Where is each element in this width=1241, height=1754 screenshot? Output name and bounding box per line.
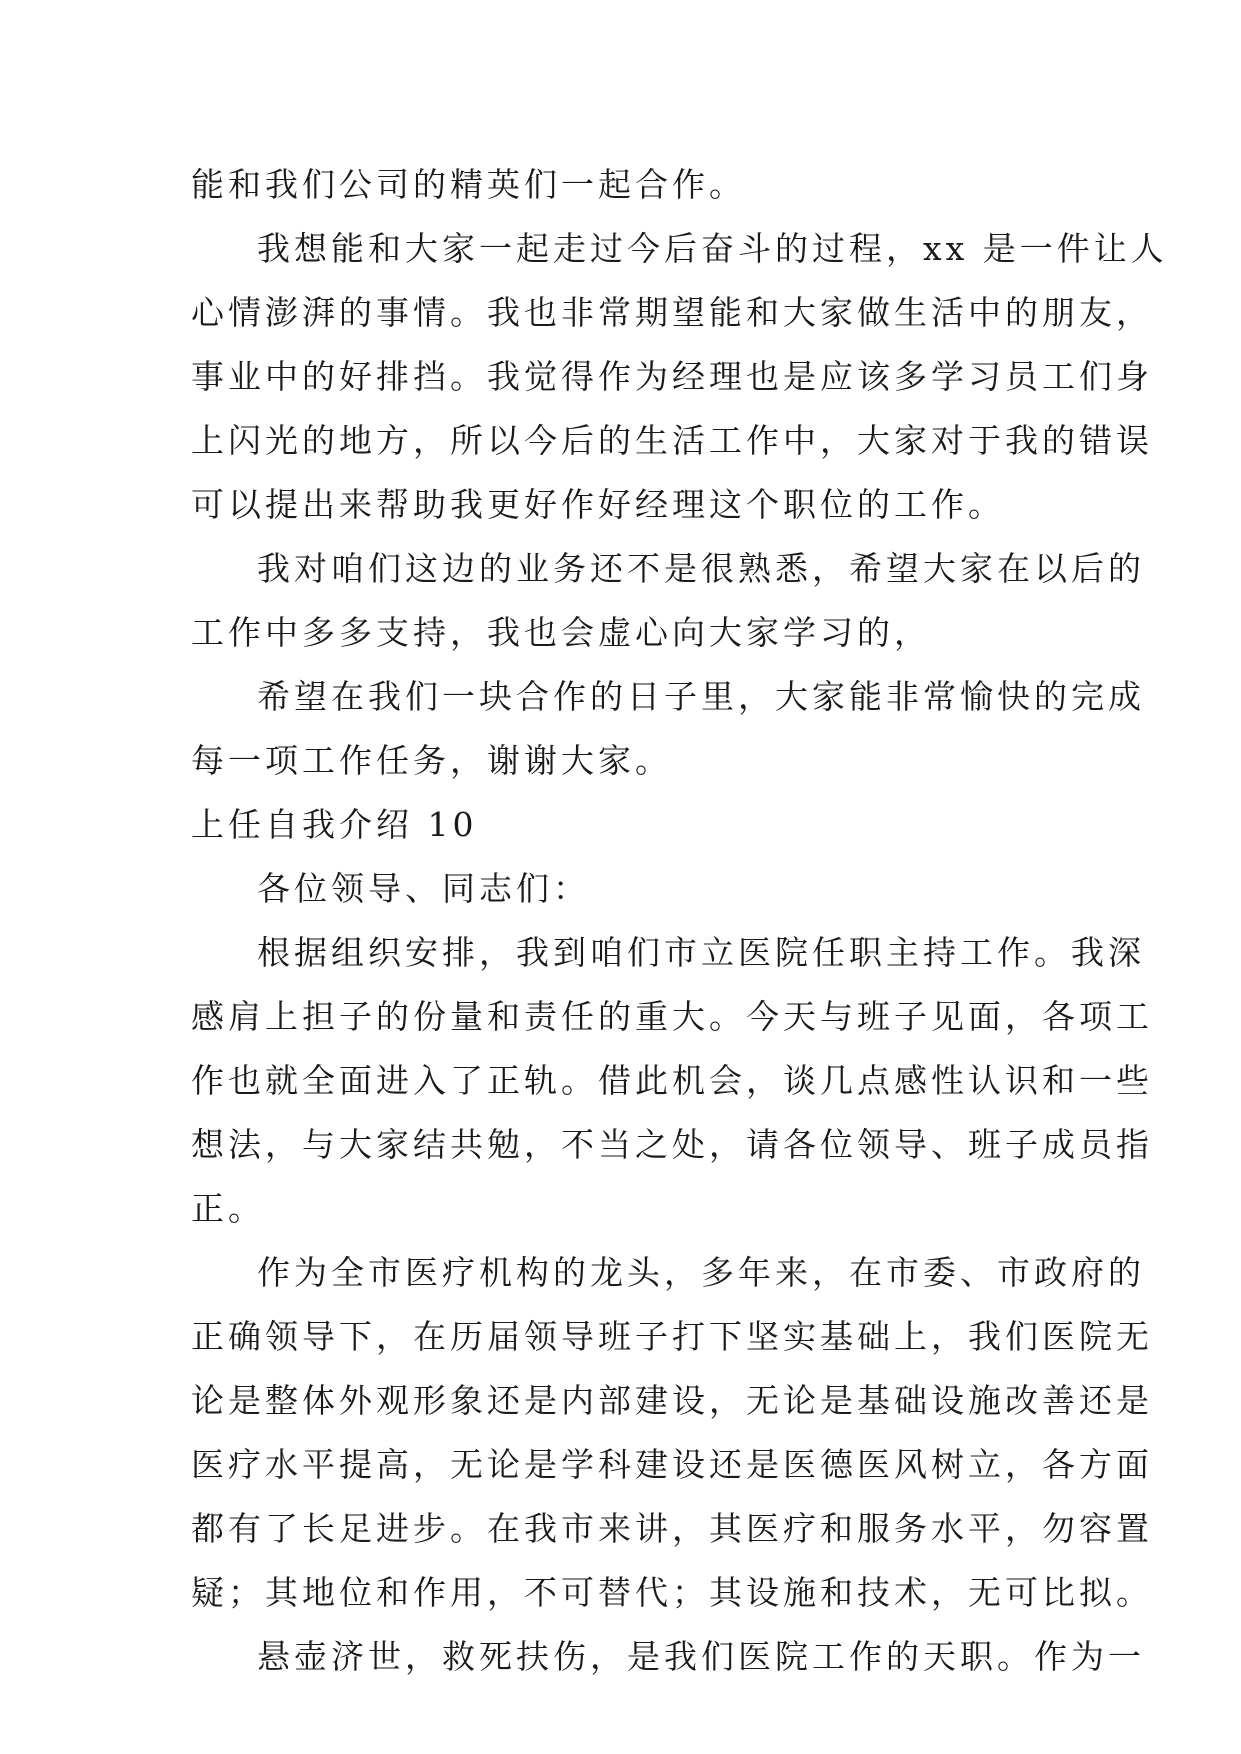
text-line: 疑；其地位和作用，不可替代；其设施和技术，无可比拟。 bbox=[191, 1573, 1153, 1612]
text-line: 根据组织安排，我到咱们市立医院任职主持工作。我深 bbox=[257, 933, 1145, 972]
text-line: 医疗水平提高，无论是学科建设还是医德医风树立，各方面 bbox=[191, 1445, 1153, 1484]
text-line: 作为全市医疗机构的龙头，多年来，在市委、市政府的 bbox=[257, 1253, 1145, 1292]
section-heading: 上任自我介绍 10 bbox=[191, 805, 478, 844]
text-line: 工作中多多支持，我也会虚心向大家学习的， bbox=[191, 613, 931, 652]
text-line: 正确领导下，在历届领导班子打下坚实基础上，我们医院无 bbox=[191, 1317, 1153, 1356]
text-line: 论是整体外观形象还是内部建设，无论是基础设施改善还是 bbox=[191, 1381, 1153, 1420]
text-line: 每一项工作任务，谢谢大家。 bbox=[191, 741, 672, 780]
text-line: 想法，与大家结共勉，不当之处，请各位领导、班子成员指 bbox=[191, 1125, 1153, 1164]
text-line: 我想能和大家一起走过今后奋斗的过程，xx 是一件让人 bbox=[257, 229, 1168, 268]
salutation: 各位领导、同志们： bbox=[257, 869, 590, 908]
text-line: 悬壶济世，救死扶伤，是我们医院工作的天职。作为一 bbox=[257, 1637, 1145, 1676]
text-line: 心情澎湃的事情。我也非常期望能和大家做生活中的朋友， bbox=[191, 293, 1153, 332]
text-line: 希望在我们一块合作的日子里，大家能非常愉快的完成 bbox=[257, 677, 1145, 716]
text-line: 都有了长足进步。在我市来讲，其医疗和服务水平，勿容置 bbox=[191, 1509, 1153, 1548]
document-body bbox=[191, 153, 1168, 1689]
text-line: 正。 bbox=[191, 1189, 265, 1228]
text-line: 可以提出来帮助我更好作好经理这个职位的工作。 bbox=[191, 485, 1005, 524]
text-line: 事业中的好排挡。我觉得作为经理也是应该多学习员工们身 bbox=[191, 357, 1153, 396]
text-line: 我对咱们这边的业务还不是很熟悉，希望大家在以后的 bbox=[257, 549, 1145, 588]
text-line: 能和我们公司的精英们一起合作。 bbox=[191, 165, 746, 204]
text-line: 感肩上担子的份量和责任的重大。今天与班子见面，各项工 bbox=[191, 997, 1153, 1036]
text-line: 作也就全面进入了正轨。借此机会，谈几点感性认识和一些 bbox=[191, 1061, 1153, 1100]
text-line: 上闪光的地方，所以今后的生活工作中，大家对于我的错误 bbox=[191, 421, 1153, 460]
